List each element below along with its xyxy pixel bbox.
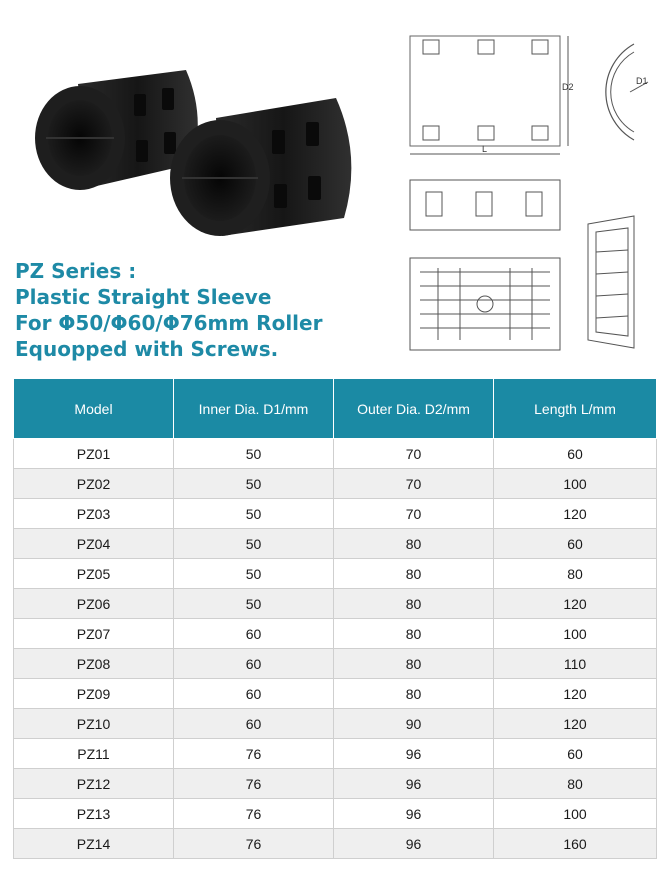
cell-length: 60 xyxy=(494,439,657,469)
table-row xyxy=(14,499,657,529)
cell-model: PZ14 xyxy=(14,829,174,859)
cell-outer-dia: 80 xyxy=(334,559,494,589)
top-view-drawing xyxy=(410,36,568,154)
cell-inner-dia: 76 xyxy=(174,799,334,829)
product-photo xyxy=(16,56,376,246)
table-row xyxy=(14,649,657,679)
cell-length: 100 xyxy=(494,799,657,829)
title-line-3: For Φ50/Φ60/Φ76mm Roller xyxy=(15,311,323,335)
cell-outer-dia: 80 xyxy=(334,679,494,709)
cell-inner-dia: 60 xyxy=(174,709,334,739)
cell-inner-dia: 76 xyxy=(174,769,334,799)
cell-model: PZ03 xyxy=(14,499,174,529)
cell-length: 100 xyxy=(494,469,657,499)
table-row xyxy=(14,559,657,589)
cell-inner-dia: 50 xyxy=(174,589,334,619)
table-row xyxy=(14,439,657,469)
table-header xyxy=(14,379,657,439)
header-outer-dia: Outer Dia. D2/mm xyxy=(334,379,494,439)
technical-drawings xyxy=(398,22,660,362)
cell-length: 80 xyxy=(494,559,657,589)
header-model: Model xyxy=(14,379,174,439)
cell-outer-dia: 96 xyxy=(334,829,494,859)
d2-label: D2 xyxy=(562,82,574,92)
cell-length: 60 xyxy=(494,529,657,559)
cell-outer-dia: 96 xyxy=(334,799,494,829)
table-row xyxy=(14,619,657,649)
cell-model: PZ04 xyxy=(14,529,174,559)
header-inner-dia: Inner Dia. D1/mm xyxy=(174,379,334,439)
table-row xyxy=(14,469,657,499)
cell-length: 120 xyxy=(494,709,657,739)
cell-inner-dia: 76 xyxy=(174,739,334,769)
table-row xyxy=(14,769,657,799)
cell-length: 80 xyxy=(494,769,657,799)
cell-model: PZ13 xyxy=(14,799,174,829)
cell-outer-dia: 70 xyxy=(334,469,494,499)
cell-outer-dia: 96 xyxy=(334,769,494,799)
cell-model: PZ11 xyxy=(14,739,174,769)
cell-inner-dia: 50 xyxy=(174,559,334,589)
cell-inner-dia: 50 xyxy=(174,499,334,529)
cell-inner-dia: 60 xyxy=(174,649,334,679)
table-row xyxy=(14,829,657,859)
title-line-2: Plastic Straight Sleeve xyxy=(15,285,272,309)
cell-model: PZ06 xyxy=(14,589,174,619)
cell-model: PZ09 xyxy=(14,679,174,709)
cell-inner-dia: 50 xyxy=(174,469,334,499)
cell-outer-dia: 70 xyxy=(334,439,494,469)
cell-outer-dia: 80 xyxy=(334,649,494,679)
title-line-4: Equopped with Screws. xyxy=(15,337,279,361)
cell-inner-dia: 50 xyxy=(174,529,334,559)
cell-length: 110 xyxy=(494,649,657,679)
cell-model: PZ05 xyxy=(14,559,174,589)
product-title xyxy=(15,258,322,362)
cell-outer-dia: 90 xyxy=(334,709,494,739)
front-view-drawing xyxy=(410,180,560,230)
title-line-1: PZ Series : xyxy=(15,259,137,283)
cell-model: PZ12 xyxy=(14,769,174,799)
cell-model: PZ01 xyxy=(14,439,174,469)
cell-length: 120 xyxy=(494,499,657,529)
cell-model: PZ02 xyxy=(14,469,174,499)
cell-inner-dia: 60 xyxy=(174,679,334,709)
cell-model: PZ07 xyxy=(14,619,174,649)
cell-inner-dia: 60 xyxy=(174,619,334,649)
cell-outer-dia: 80 xyxy=(334,529,494,559)
cell-outer-dia: 96 xyxy=(334,739,494,769)
cell-length: 160 xyxy=(494,829,657,859)
cell-outer-dia: 80 xyxy=(334,619,494,649)
cell-inner-dia: 50 xyxy=(174,439,334,469)
l-label: L xyxy=(482,144,488,154)
table-row xyxy=(14,739,657,769)
cell-outer-dia: 70 xyxy=(334,499,494,529)
table-row xyxy=(14,589,657,619)
cell-length: 60 xyxy=(494,739,657,769)
table-row xyxy=(14,529,657,559)
cutaway-drawing xyxy=(588,216,634,348)
grid-view-drawing xyxy=(410,258,560,350)
cell-model: PZ10 xyxy=(14,709,174,739)
cell-length: 120 xyxy=(494,589,657,619)
table-row xyxy=(14,679,657,709)
table-row xyxy=(14,709,657,739)
table-row xyxy=(14,799,657,829)
cell-model: PZ08 xyxy=(14,649,174,679)
cell-outer-dia: 80 xyxy=(334,589,494,619)
spec-table xyxy=(13,378,657,859)
table-body xyxy=(14,439,657,859)
cell-inner-dia: 76 xyxy=(174,829,334,859)
cell-length: 100 xyxy=(494,619,657,649)
d1-label: D1 xyxy=(636,76,648,86)
end-view-drawing xyxy=(606,44,648,140)
cell-length: 120 xyxy=(494,679,657,709)
header-length: Length L/mm xyxy=(494,379,657,439)
